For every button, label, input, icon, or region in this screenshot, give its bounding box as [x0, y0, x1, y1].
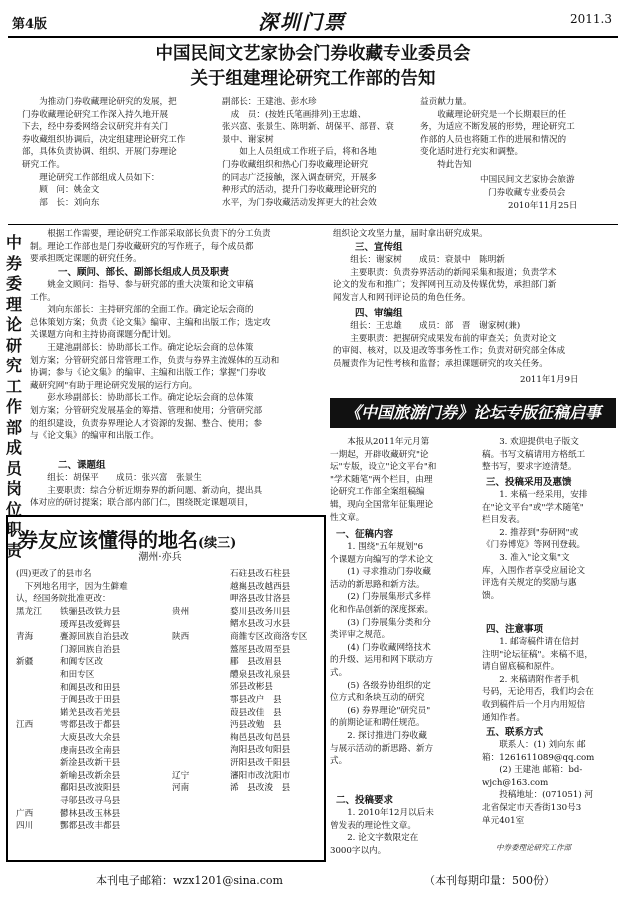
place-row — [172, 606, 307, 619]
rename-entry: 新喻县改新余县 — [60, 770, 121, 781]
place-row — [172, 707, 307, 720]
rename-entry: 沔县改勉 县 — [230, 720, 282, 731]
rename-entry: 婼羌县改若羌县 — [60, 707, 121, 718]
rename-entry: 栒邑县改旬邑县 — [230, 732, 291, 743]
province-name — [16, 694, 60, 707]
province-name: 江西 — [16, 720, 34, 731]
place-row — [16, 757, 129, 770]
call-heading-contact: 五、联系方式 — [486, 727, 544, 738]
call-heading-content: 一、征稿内容 — [336, 529, 394, 540]
rename-entry: 和阗专区改 — [60, 657, 103, 668]
place-row — [16, 808, 129, 821]
rename-entry: 虔南县改全南县 — [60, 745, 121, 756]
place-row — [172, 631, 307, 644]
call-notes: 1. 邮寄稿件请在信封 注明"论坛征稿"。来稿不退， 请自留底稿和原件。 2. 来稿请附作者手机 号码，无论用否，我们均会在 收到稿件后一个月内用短信 通知作者。 — [482, 637, 594, 723]
province-name — [172, 669, 230, 682]
notice-sign1: 中国民间文艺家协会旅游 — [480, 175, 575, 185]
province-name — [172, 593, 230, 606]
call-heading-adoption: 三、投稿采用及惠馈 — [486, 477, 572, 488]
rename-entry: 郿 县改眉县 — [230, 657, 282, 668]
province-name — [172, 618, 230, 631]
rename-entry: 鄠县改户 县 — [230, 694, 282, 705]
rename-entry: 洵阳县改旬阳县 — [230, 745, 291, 756]
place-row — [16, 719, 129, 732]
notice-col3: 益贡献力量。 收藏理论研究是一个长期艰巨的任 务，为适应不断发展的形势，理论研究工 作部的人员也将随工作的进展和情况的 变化适时进行充实和调整。 特此告知 — [420, 97, 575, 170]
call-intro: 本报从2011年元月第 一期起，开辟收藏研究"论 坛"专版，设立"论文平台"和 "学术随笔"两个栏目，由理 论研究工作部全案组稿编 辑，现向全国常年征集理论 性文章。 — [330, 437, 437, 523]
place-row — [172, 782, 307, 795]
call-heading-requirements: 二、投稿要求 — [336, 795, 394, 806]
place-row — [16, 631, 129, 644]
newspaper-logo: 深圳门票 — [258, 10, 346, 34]
rename-entry: 葭县改佳 县 — [230, 707, 282, 718]
rename-entry: 鬰林县改玉林县 — [60, 808, 121, 819]
rename-entry: 寻邬县改寻乌县 — [60, 795, 121, 806]
place-row — [16, 694, 129, 707]
duties-section4-body: 组长：王忠雄 成员：部 晋 谢家树(兼) 主要职责：把握研究成果发布前的审查关；负责对论文 的审阅、核对，以及退改等事务性工作；负责对研究部全体成 员履责作为记性考核和监督；承担课题研究的攻关任务。 — [333, 321, 566, 369]
duties-right-intro: 组织论文攻坚力量，届时拿出研究成果。 — [333, 229, 488, 239]
province-name — [16, 669, 60, 682]
province-name — [172, 732, 230, 745]
rename-entry: 于阗县改于田县 — [60, 695, 121, 706]
province-name: 河南 — [172, 783, 190, 794]
province-name: 贵州 — [172, 606, 190, 617]
edition-label: 第4版 — [12, 17, 48, 32]
place-row — [172, 644, 307, 657]
place-row — [16, 820, 129, 833]
province-name — [172, 719, 230, 732]
notice-title-line2: 关于组建理论研究工作部的告知 — [190, 69, 436, 89]
rename-entry: 商雒专区改商洛专区 — [230, 631, 308, 642]
place-row — [172, 618, 307, 631]
province-name — [16, 757, 60, 770]
place-names-left-table — [16, 606, 129, 833]
duties-section2-heading: 二、课题组 — [58, 460, 106, 471]
place-row — [172, 744, 307, 757]
place-row — [16, 745, 129, 758]
province-name — [172, 656, 230, 669]
place-row — [172, 719, 307, 732]
rename-entry: 鳛水县改习水县 — [230, 619, 291, 630]
rename-entry: 石砫县改石柱县 — [230, 569, 291, 579]
rename-entry: 和田专区 — [60, 669, 95, 680]
rename-entry: 邠县改彬县 — [230, 682, 273, 693]
footer-email: 本刊电子邮箱：wzx1201@sina.com — [96, 874, 283, 887]
place-names-title-text: 券友应该懂得的地名 — [18, 528, 198, 552]
province-name — [16, 795, 60, 808]
place-row — [172, 656, 307, 669]
footer — [0, 866, 626, 892]
rename-entry: 盩厔县改周至县 — [230, 644, 291, 655]
province-name — [172, 757, 230, 770]
notice-sign-date: 2010年11月25日 — [508, 201, 578, 211]
rename-entry: 醴泉县改礼泉县 — [230, 669, 291, 680]
call-signature: 中券委理论研究工作部 — [496, 843, 571, 852]
rename-entry: 瀋阳市改沈阳市 — [230, 770, 291, 781]
call-content-items: 1. 围绕"五年规划"6 个课题方向编写的学术论文 (1) 寻求推动门券收藏 活动的新思路和新方法。 (2) 门券展集形式多样 化和作品创新的深度探索。 (3) 门券展集分类和分 类评审之规范。 (4) 门券收藏网络技术 的升级、运用和网下联动方 式。 (5) 各级券协组织的定 位方式和条块互动的研究 (6) 券界理论"研究员" 的前期论证和聘任规范。 2. 探讨推进门券收藏 与展示活动的新思路、新方 式。 — [330, 542, 434, 767]
place-row — [16, 770, 129, 783]
notice-col2: 副部长：王建池、彭水珍 成 员：(按姓氏笔画排列)王忠雄、 张兴富、张景生、陈明新、胡保平、部晋、衰 景中、谢家树 如上人员组成工作班子后，将和各地 门券收藏组织和热心门券收藏理论研究 的同志广泛接触，深入调查研究，开展多 种形式的活动，提升门券收藏理论研究的 水平，为门券收藏活动发挥更大的社会效 — [222, 97, 394, 208]
call-heading-notes: 四、注意事项 — [486, 624, 544, 635]
rename-entry: 大庾县改大余县 — [60, 732, 121, 743]
rename-entry: 瑷珲县改爱辉县 — [60, 619, 121, 630]
place-row — [172, 694, 307, 707]
place-row — [16, 669, 129, 682]
call-item3: 3. 欢迎提供电子版文 稿。书写文稿请用方格纸工 整书写，要求字迹清楚。 — [482, 437, 586, 473]
call-contact: 联系人：(1) 刘向东 邮 箱：1261611089@qq.com (2) 王建池 邮箱：bd- wjch@163.com 投稿地址：(071051) 河 北省保定市天香街130号3 单元401室 — [482, 740, 595, 826]
notice-col1: 为推动门券收藏理论研究的发展，把 门券收藏理论研究工作深入持久地开展 下去，经中券委网络会议研究并有关门 券收藏组织协调后，决定组建理论研究工作 部，具体负责协调、组织、开展门券理论 研究工作。 理论研究工作部组成人员如下： 顾 问：姚金文 部 长：刘向东 — [22, 97, 186, 208]
place-row — [16, 795, 129, 808]
duties-section1-heading: 一、顾问、部长、副部长组成人员及职责 — [58, 267, 230, 278]
rename-entry: 鄱阳县改波阳县 — [60, 783, 121, 794]
province-name — [172, 681, 230, 694]
province-name — [16, 619, 60, 632]
province-name — [16, 770, 60, 783]
place-row — [16, 782, 129, 795]
place-row — [172, 770, 307, 783]
rename-entry: 浠 县改浚 县 — [230, 783, 291, 794]
call-adoption: 1. 来稿一经采用，安排 在"论文平台"或"学术随笔" 栏目发表。 2. 推荐到"券研网"或 《门券博览》等网刊登载。 3. 准入"论文集"文 库，入围作者享受应届论文 评选有关规定的奖励与惠 馈。 — [482, 490, 588, 601]
duties-section3-body: 组长：谢家树 成员：衰景中 陈明新 主要职责：负责券界活动的新闻采集和报道；负责学术 论文的发布和推广；发挥网刊互动及传媒优势，承担部门新 闻发言人和网刊评论员的角色任务。 — [333, 255, 557, 303]
issue-date: 2011.3 — [570, 12, 612, 26]
province-name — [172, 694, 230, 707]
province-name: 青海 — [16, 632, 34, 643]
masthead — [8, 6, 618, 38]
place-row — [172, 681, 307, 694]
place-row — [172, 669, 307, 682]
place-row — [16, 656, 129, 669]
duties-section2-body: 组长：胡保平 成员：张兴富 张景生 主要职责：综合分析近期券界的新问题、新动向，提出具 体对应的研讨提案；联合部内部门仁，围绕既定课题项目， — [30, 473, 263, 509]
rename-entry: 铁骊县改铁力县 — [60, 607, 121, 617]
rename-entry: 汧阳县改千阳县 — [230, 757, 291, 768]
place-row — [172, 593, 307, 606]
call-banner — [330, 398, 616, 428]
place-row — [16, 682, 129, 695]
place-names-continued: (续三) — [198, 536, 237, 551]
rename-entry: 门源回族自治县 — [60, 644, 121, 655]
province-name — [172, 744, 230, 757]
rename-entry: 婺川县改务川县 — [230, 606, 291, 617]
rename-entry: 呷洛县改甘洛县 — [230, 594, 291, 605]
province-name — [172, 581, 230, 594]
rename-entry: 越嶲县改越西县 — [230, 581, 291, 592]
notice-sign2: 门券收藏专业委员会 — [488, 188, 566, 198]
province-name — [16, 782, 60, 795]
notice-title-line1: 中国民间文艺家协会门券收藏专业委员会 — [155, 44, 471, 64]
footer-print-run: （本刊每期印量：500份） — [424, 874, 555, 887]
call-requirements: 1. 2010年12月以后未 曾发表的理论性文章。 2. 论文字数限定在 3000字以内。 — [330, 808, 434, 856]
province-name: 四川 — [16, 821, 34, 832]
call-banner-text: 《中国旅游门券》论坛专版征稿启事 — [344, 403, 601, 422]
province-name: 广西 — [16, 808, 34, 819]
province-name — [16, 682, 60, 695]
duties-section3-heading: 三、宣传组 — [355, 242, 403, 253]
place-row — [16, 732, 129, 745]
duties-intro: 根据工作需要，理论研究工作部采取部长负责下的分工负责 制。理论工作部也是门券收藏研究的写作班子，每个成员都 要承担既定课题的研究任务。 — [30, 229, 271, 265]
place-row — [172, 581, 307, 594]
place-names-intro: (四)更改了的县市名 下列地名用字，因为生僻难 认，经国务院批准更改： — [16, 569, 128, 605]
place-row — [172, 568, 307, 581]
province-name — [172, 707, 230, 720]
place-names-right-table — [172, 568, 307, 795]
place-row — [172, 732, 307, 745]
rename-entry: 新淦县改新干县 — [60, 758, 121, 769]
divider — [8, 224, 618, 225]
place-row — [16, 644, 129, 657]
place-row — [16, 619, 129, 632]
province-name — [172, 568, 230, 581]
rename-entry: 酆都县改丰都县 — [60, 821, 121, 832]
province-name: 新疆 — [16, 657, 34, 668]
place-row — [172, 757, 307, 770]
place-row — [16, 707, 129, 720]
duties-vertical-title: 中券委理论研究工作部成员岗位职责 — [5, 233, 22, 560]
province-name: 辽宁 — [172, 770, 190, 781]
rename-entry: 雩都县改于都县 — [60, 720, 121, 731]
province-name — [16, 644, 60, 657]
province-name — [16, 745, 60, 758]
duties-date: 2011年1月9日 — [520, 375, 579, 385]
province-name: 黑龙江 — [16, 607, 42, 617]
duties-section1-body: 姚金文顾问：指导、参与研究部的重大决策和论文审稿 工作。 刘向东部长：主持研究部的全面工作。确定论坛会商的 总体策划方案；负责《论文集》编审、主编和出版工作；选定攻 关课题方向和主持协商课题分配计划。 王建池副部长：协助部长工作。确定论坛会商的总体策 划方案；分管研究部日常管理工作，负责与券界主流媒体的互动和 协调；参与《论文集》的编审、主编和出版工作；掌握"门券收 藏研究网"有助于理论研究发展的运行方向。 彭水珍副部长：协助部长工作。确定论坛会商的总体策 划方案；分管研究发展基金的筹措、管理和使用；分管研究部 的组织建设，负责券界理论人才资源的发掘、整合、使用；参 与《论文集》的编审和出版工作。 — [30, 280, 280, 442]
province-name — [172, 644, 230, 657]
place-row — [16, 606, 129, 619]
province-name — [16, 732, 60, 745]
province-name: 陕西 — [172, 631, 190, 642]
duties-section4-heading: 四、审编组 — [355, 308, 403, 319]
rename-entry: 和阗县改和田县 — [60, 682, 121, 693]
place-names-author: 潮州·亦兵 — [138, 552, 182, 563]
rename-entry: 亹源回族自治县改 — [60, 632, 129, 643]
province-name — [16, 707, 60, 720]
